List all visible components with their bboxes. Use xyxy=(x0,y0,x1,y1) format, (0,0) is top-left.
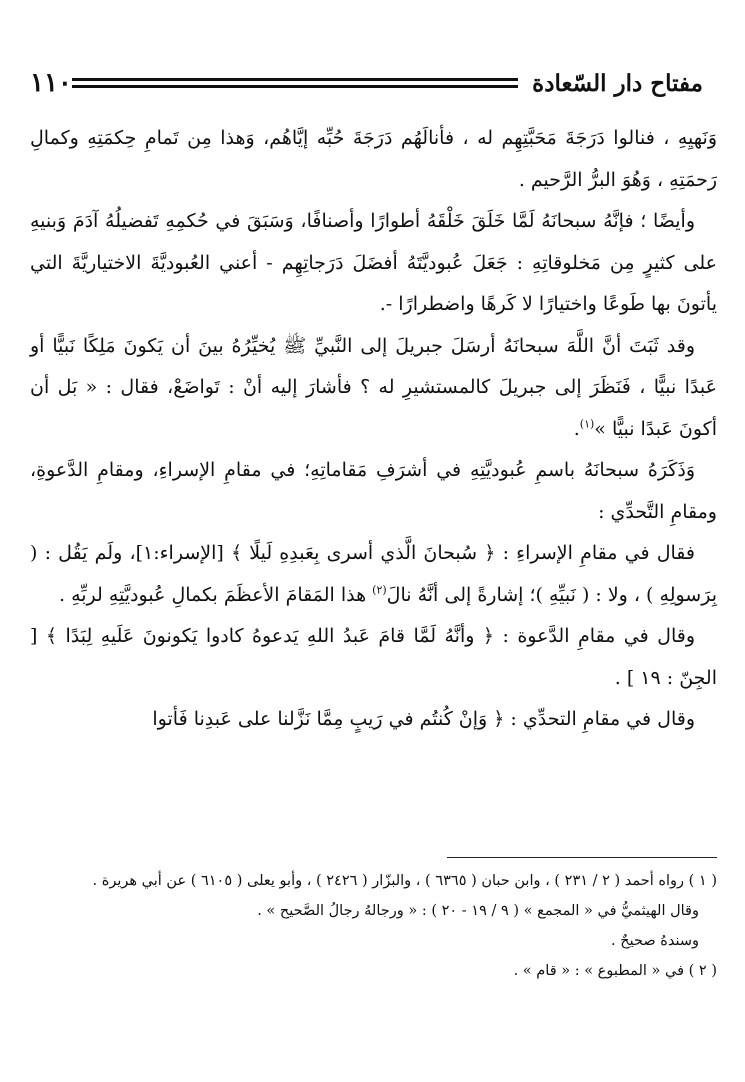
header-double-rule xyxy=(72,78,518,88)
page-number: ١١٠ xyxy=(30,68,72,98)
paragraph-6: وقال في مقامِ الدَّعوة : ﴿ وأنَّهُ لَمَّا قامَ عَبدُ اللهِ يَدعوهُ كادوا يَكونونَ عَلَيهِ لِبَدًا ﴾ [ الجِنّ : ١٩ ] . xyxy=(30,625,717,689)
footnote-marker-1[interactable]: (١) xyxy=(579,417,595,431)
paragraph-1: وَنَهيِهِ ، فنالوا دَرَجَةَ مَحَبَّتِهِم له ، فأنالَهُم دَرَجَةَ حُبِّه إيَّاهُم، وَهذا مِن تَمامِ حِكمَتِهِ وكمالِ رَحمَتِهِ ، وَهُوَ البرُّ الرَّحيم . xyxy=(30,127,717,191)
paragraph-2: وأيضًا ؛ فإنَّهُ سبحانَهُ لَمَّا خَلَقَ خَلْقَهُ أطوارًا وأصنافًا، وَسَبَقَ في حُكمِهِ تَفضيلُهُ آدَمَ وَبنيهِ على كثيرٍ مِن مَخلوقاتِهِ : جَعَلَ عُبوديَّتَهُ أفضَلَ دَرَجاتِهِم - أعني العُبوديَّةَ الاختياريَّةَ التي يأتونَ بها طَوعًا واختيارًا لا كَرهًا واضطرارًا -. xyxy=(30,210,717,315)
paragraph-3: وقد ثَبَتَ أنَّ اللَّهَ سبحانَهُ أرسَلَ جبريلَ إلى النَّبيِّ ﷺ يُخيِّرُهُ بينَ أن يَكونَ مَلِكًا نَبيًّا أو عَبدًا نبيًّا ، فَنَظَرَ إلى جبريلَ كالمستشيرِ له ؟ فأشارَ إليه أنْ : تَواضَعْ، فقال : « بَل أن أكونَ عَبدًا نبيًّا »$^{(١)}$. xyxy=(30,334,717,440)
footnote-1: ( ١ ) رواه أحمد ( ٢ / ٢٣١ ) ، وابن حبان ( ٦٣٦٥ ) ، والبزّار ( ٢٤٢٦ ) ، وأبو يعلى ( ٦١٠٥ ) عن أبي هريرة . xyxy=(92,873,717,889)
paragraph-5-text-cont: هذا المَقامَ الأعظَمَ بكمالِ عُبوديَّتِهِ لربِّهِ . xyxy=(58,583,367,606)
paragraph-4: وَذَكَرَهُ سبحانَهُ باسمِ عُبوديَّتِهِ في أشرَفِ مَقاماتِهِ؛ في مقامِ الإسراءِ، ومقامِ الدَّعوةِ، ومقامِ التَّحدِّي : xyxy=(30,459,717,523)
footnotes xyxy=(30,866,717,986)
footnote-1-note: وقال الهيثميُّ في « المجمع » ( ٩ / ١٩ - ٢٠ ) : « ورجالهُ رجالُ الصَّحيح » . xyxy=(257,903,699,919)
paragraph-5 xyxy=(30,533,717,616)
paragraph-3-text: وقد ثَبَتَ أنَّ اللَّهَ سبحانَهُ أرسَلَ جبريلَ إلى النَّبيِّ ﷺ يُخيِّرُهُ بينَ أن يَكونَ مَلِكًا نَبيًّا أو عَبدًا نبيًّا ، فَنَظَرَ إلى جبريلَ كالمستشيرِ له ؟ فأشارَ إليه أنْ : تَواضَعْ، فقال : « بَل أن أكونَ عَبدًا نبيًّا » xyxy=(30,334,717,440)
footnote-2: ( ٢ ) في « المطبوع » : « قام » . xyxy=(513,963,717,979)
book-title: مفتاح دار السّعادة xyxy=(532,69,703,97)
paragraph-5-text: فقال في مقامِ الإسراءِ : ﴿ سُبحانَ الَّذي أسرى بِعَبدِهِ لَيلًا ﴾ [الإسراء:١]، ولَم يَقُل : ( بِرَسولِهِ ) ، ولا : ( نَبيِّهِ )؛ إشارةً إلى أنَّهُ نالَ xyxy=(30,542,717,606)
footnote-1-grade: وسندهُ صحيحٌ . xyxy=(611,933,699,949)
footnote-marker-2[interactable]: (٢) xyxy=(372,583,387,597)
main-text xyxy=(30,118,717,741)
paragraph-7: وقال في مقامِ التحدِّي : ﴿ وَإنْ كُنتُم في رَيبٍ مِمَّا نَزَّلنا على عَبدِنا فَأتوا xyxy=(152,708,695,730)
footnote-separator xyxy=(447,857,717,858)
page-header xyxy=(30,68,715,98)
